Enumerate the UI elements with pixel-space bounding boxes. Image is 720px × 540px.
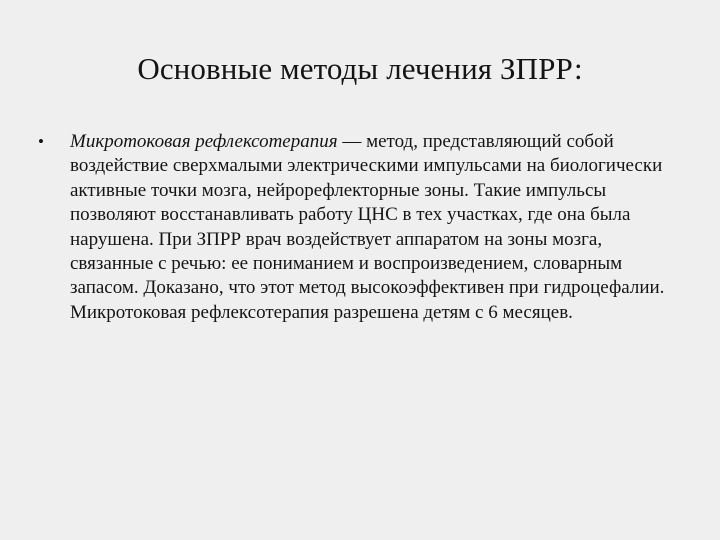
bullet-text: — метод, представляющий собой воздействие сверхмалыми электрическими импульсами на биологически активные точки мозга, нейрорефлекторные зоны. Такие импульсы позволяют восстанавливать работу ЦНС в тех участках, где она была нарушена. При ЗПРР врач воздействует аппаратом на зоны мозга, связанные с речью: ее пониманием и воспроизведением, словарным запасом. Доказано, что этот метод высокоэффективен при гидроцефалии. Микротоковая рефлексотерапия разрешена детям с 6 месяцев.	[70, 131, 665, 323]
bullet-item	[38, 130, 678, 325]
bullet-marker: •	[38, 132, 44, 151]
slide-content	[38, 130, 678, 325]
bullet-term: Микротоковая рефлексотерапия	[70, 131, 338, 152]
slide-title: Основные методы лечения ЗПРР:	[137, 51, 583, 86]
